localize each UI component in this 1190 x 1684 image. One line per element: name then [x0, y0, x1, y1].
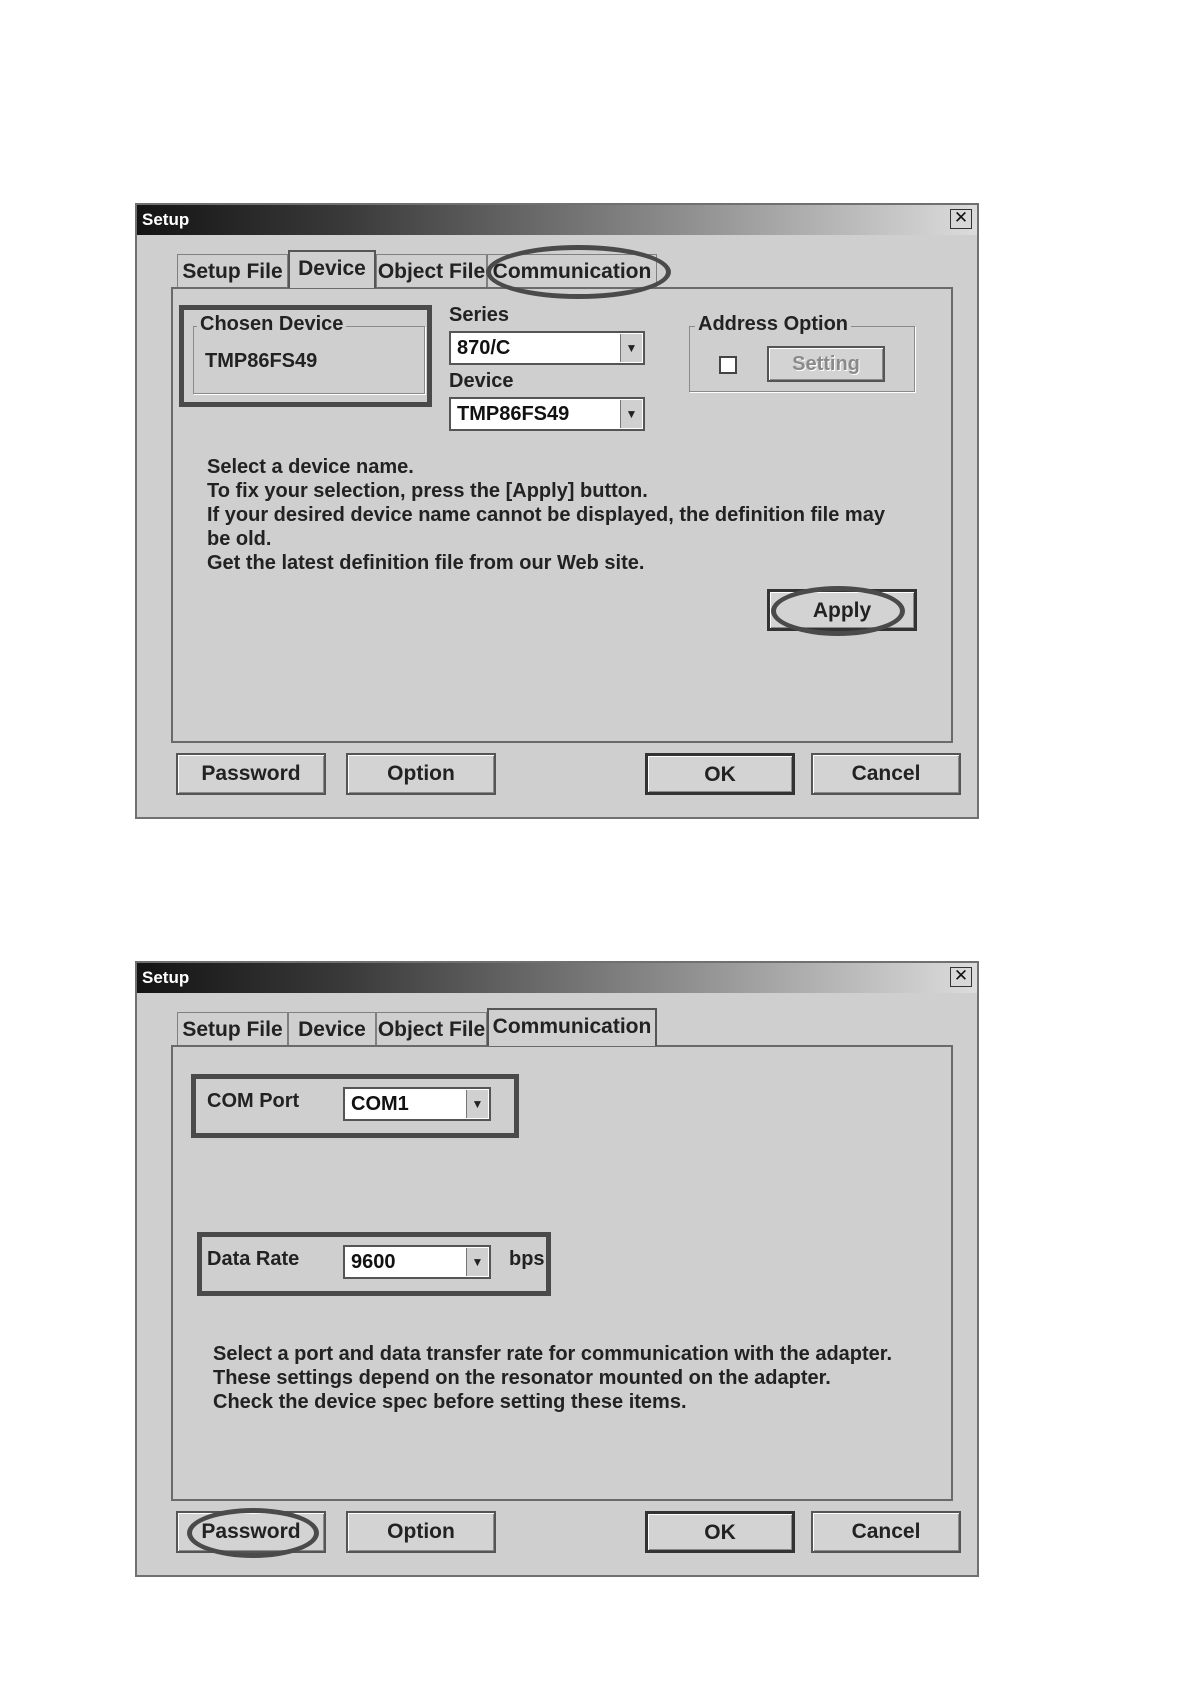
- address-option-checkbox[interactable]: [719, 356, 737, 374]
- series-value: 870/C: [457, 337, 511, 359]
- device-value: TMP86FS49: [457, 403, 570, 425]
- message-line: be old.: [207, 528, 272, 550]
- tab-panel: [171, 1045, 953, 1501]
- chosen-device-legend: Chosen Device: [197, 313, 346, 336]
- cancel-button[interactable]: Cancel: [811, 1511, 961, 1553]
- password-button[interactable]: Password: [176, 753, 326, 795]
- cancel-button[interactable]: Cancel: [811, 753, 961, 795]
- setup-dialog-device: [135, 203, 979, 819]
- series-label: Series: [449, 304, 510, 326]
- message-line: To fix your selection, press the [Apply] button.: [207, 480, 648, 502]
- highlight-password-button: [187, 1508, 319, 1558]
- message-line: These settings depend on the resonator mounted on the adapter.: [213, 1367, 831, 1389]
- close-icon[interactable]: ✕: [950, 967, 972, 987]
- message-line: Check the device spec before setting these items.: [213, 1391, 687, 1413]
- option-button[interactable]: Option: [346, 1511, 496, 1553]
- tab-setup-file[interactable]: Setup File: [177, 1012, 288, 1046]
- data-rate-label: Data Rate: [207, 1248, 300, 1270]
- apply-button[interactable]: Apply: [767, 589, 917, 631]
- message-line: Select a device name.: [207, 456, 414, 478]
- tab-object-file[interactable]: Object File: [376, 254, 487, 288]
- message-line: Select a port and data transfer rate for communication with the adapter.: [213, 1343, 893, 1365]
- com-port-value: COM1: [351, 1093, 409, 1115]
- highlight-communication-tab: [486, 245, 671, 299]
- data-rate-unit: bps: [509, 1248, 545, 1270]
- window-title: Setup: [142, 968, 190, 987]
- setting-button[interactable]: Setting: [767, 346, 885, 382]
- highlight-apply-button: [771, 586, 905, 636]
- password-button[interactable]: Password: [176, 1511, 326, 1553]
- series-select[interactable]: [449, 331, 645, 365]
- chevron-down-icon[interactable]: ▼: [466, 1090, 488, 1118]
- highlight-chosen-device: [179, 305, 432, 407]
- chevron-down-icon[interactable]: ▼: [620, 334, 642, 362]
- setup-dialog-communication: [135, 961, 979, 1577]
- communication-help-text: [213, 1342, 892, 1414]
- data-rate-value: 9600: [351, 1251, 396, 1273]
- highlight-com-port: [191, 1074, 519, 1138]
- chosen-device-value: TMP86FS49: [205, 350, 318, 372]
- message-line: If your desired device name cannot be displayed, the definition file may: [207, 504, 885, 526]
- option-button[interactable]: Option: [346, 753, 496, 795]
- ok-button[interactable]: OK: [645, 753, 795, 795]
- device-help-text: [207, 455, 885, 575]
- tab-communication[interactable]: Communication: [487, 1008, 657, 1046]
- device-label: Device: [449, 370, 514, 392]
- chevron-down-icon[interactable]: ▼: [620, 400, 642, 428]
- tab-device[interactable]: Device: [288, 250, 376, 288]
- title-bar[interactable]: [137, 205, 977, 235]
- highlight-data-rate: [197, 1232, 551, 1296]
- address-option-legend: Address Option: [695, 313, 851, 336]
- tab-communication[interactable]: Communication: [487, 254, 657, 288]
- tab-panel: [171, 287, 953, 743]
- device-select[interactable]: [449, 397, 645, 431]
- chevron-down-icon[interactable]: ▼: [466, 1248, 488, 1276]
- title-bar[interactable]: [137, 963, 977, 993]
- message-line: Get the latest definition file from our Web site.: [207, 552, 645, 574]
- window-title: Setup: [142, 210, 190, 229]
- com-port-label: COM Port: [207, 1090, 300, 1112]
- tab-device[interactable]: Device: [288, 1012, 376, 1046]
- close-icon[interactable]: ✕: [950, 209, 972, 229]
- ok-button[interactable]: OK: [645, 1511, 795, 1553]
- tab-object-file[interactable]: Object File: [376, 1012, 487, 1046]
- tab-setup-file[interactable]: Setup File: [177, 254, 288, 288]
